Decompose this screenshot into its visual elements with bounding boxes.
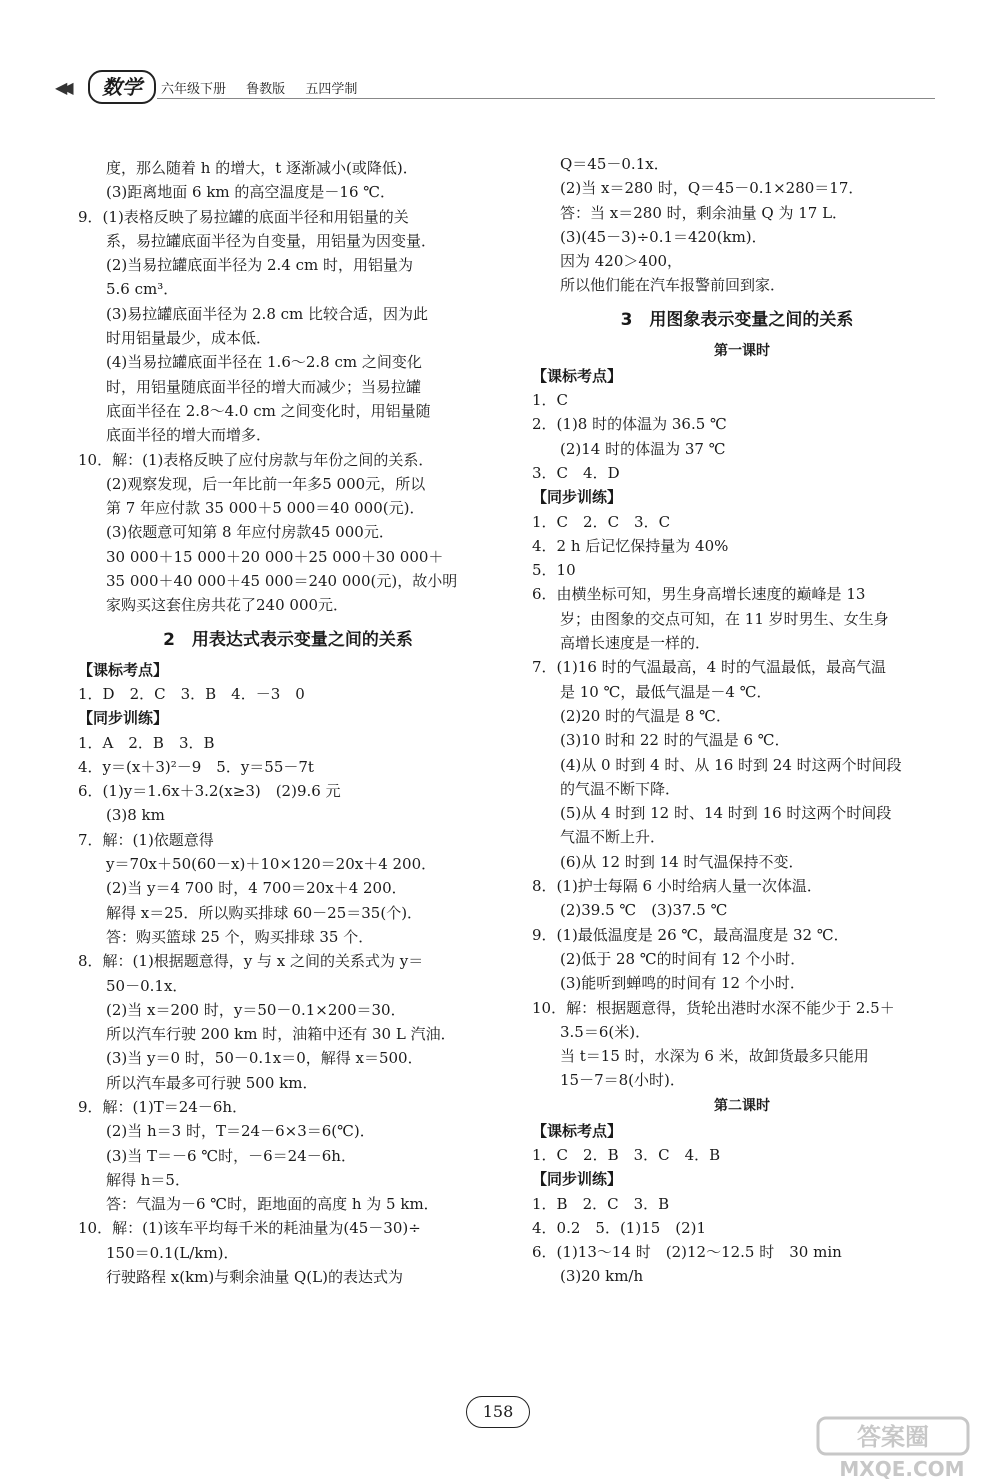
left-answer-line: 底面半径的增大而增多． — [106, 426, 272, 445]
left-section-heading: 2 用表达式表示变量之间的关系 — [163, 629, 413, 650]
right-answer-line: 4．2 h 后记忆保持量为 40% — [532, 536, 729, 555]
left-answer-line: (3)依题意可知第 8 年应付房款45 000元． — [106, 523, 394, 542]
left-answer-line: 30 000＋15 000＋20 000＋25 000＋30 000＋ — [106, 547, 444, 566]
right-answer-line: 的气温不断下降． — [560, 779, 681, 798]
right-answer-line: 1．B 2．C 3．B — [532, 1194, 670, 1213]
right-bracket-label: 【同步训练】 — [532, 1170, 623, 1189]
right-answer-line: (3)20 km/h — [560, 1267, 644, 1286]
left-answer-line: 10．解：(1)表格反映了应付房款与年份之间的关系． — [78, 450, 434, 469]
left-answer-line: 50－0.1x． — [106, 976, 188, 995]
right-answer-line: 是 10 ℃，最低气温是－4 ℃． — [560, 682, 772, 701]
left-bracket-label: 【同步训练】 — [78, 709, 169, 728]
right-answer-line: 答：当 x＝280 时，剩余油量 Q 为 17 L． — [560, 203, 848, 222]
left-answer-line: 所以汽车行驶 200 km 时，油箱中还有 30 L 汽油． — [106, 1025, 456, 1044]
right-answer-line: (6)从 12 时到 14 时气温保持不变． — [560, 852, 804, 871]
left-answer-line: 解得 h＝5． — [106, 1170, 190, 1189]
left-answer-line: 7．解：(1)依题意得 — [78, 830, 214, 849]
left-answer-line: (2)观察发现，后一年比前一年多5 000元，所以 — [106, 474, 426, 493]
left-answer-line: 9．解：(1)T＝24－6h． — [78, 1097, 248, 1116]
right-answer-line: 10．解：根据题意得，货轮出港时水深不能少于 2.5＋ — [532, 998, 895, 1017]
right-answer-line: (3)10 时和 22 时的气温是 6 ℃． — [560, 731, 790, 750]
header-rule — [157, 98, 935, 99]
left-answer-line: 9．(1)表格反映了易拉罐的底面半径和用铝量的关 — [78, 207, 409, 226]
left-answer-line: (2)当 x＝200 时，y＝50－0.1×200＝30． — [106, 1000, 406, 1019]
right-answer-line: 6．(1)13～14 时 (2)12～12.5 时 30 min — [532, 1243, 842, 1262]
watermark-logo — [812, 1414, 992, 1482]
left-answer-line: (3)8 km — [106, 806, 165, 825]
left-answer-line: 5.6 cm³． — [106, 280, 179, 299]
right-answer-line: 1．C 2．C 3．C — [532, 512, 671, 531]
left-answer-line: 答：气温为－6 ℃时，距地面的高度 h 为 5 km． — [106, 1195, 439, 1214]
right-answer-line: 高增长速度是一样的． — [560, 634, 711, 653]
left-answer-line: 底面半径在 2.8～4.0 cm 之间变化时，用铝量随 — [106, 401, 431, 420]
right-answer-line: 5．10 — [532, 561, 576, 580]
right-answer-line: 所以他们能在汽车报警前回到家． — [560, 276, 786, 295]
right-answer-line: (2)20 时的气温是 8 ℃． — [560, 706, 731, 725]
left-answer-line: 第 7 年应付款 35 000＋5 000＝40 000(元)． — [106, 499, 425, 518]
left-answer-line: (2)当 h＝3 时，T＝24－6×3＝6(℃)． — [106, 1122, 375, 1141]
right-answer-line: 8．(1)护士每隔 6 小时给病人量一次体温． — [532, 877, 822, 896]
left-answer-line: 时，用铝量随底面半径的增大而减少；当易拉罐 — [106, 377, 422, 396]
left-answer-line: (2)当 y＝4 700 时，4 700＝20x＋4 200． — [106, 879, 407, 898]
left-answer-line: y＝70x＋50(60－x)＋10×120＝20x＋4 200． — [106, 855, 437, 874]
page-header — [55, 66, 935, 106]
right-lesson-heading: 第一课时 — [714, 342, 770, 359]
right-answer-line: (2)当 x＝280 时，Q＝45－0.1×280＝17． — [560, 179, 864, 198]
left-answer-line: 解得 x＝25．所以购买排球 60－25＝35(个)． — [106, 903, 423, 922]
right-bracket-label: 【课标考点】 — [532, 366, 623, 385]
right-answer-line: (3)(45－3)÷0.1＝420(km)． — [560, 227, 767, 246]
right-answer-line: 2．(1)8 时的体温为 36.5 ℃ — [532, 415, 727, 434]
subject-badge: 数学 — [88, 70, 156, 104]
left-answer-line: (3)距离地面 6 km 的高空温度是－16 ℃． — [106, 183, 396, 202]
left-column — [78, 156, 508, 1289]
grade-label: 六年级下册 — [161, 82, 227, 97]
right-answer-line: (2)39.5 ℃ (3)37.5 ℃ — [560, 901, 728, 920]
right-answer-line: 1．C — [532, 391, 569, 410]
right-answer-line: 因为 420＞400， — [560, 252, 683, 271]
left-answer-line: (3)易拉罐底面半径为 2.8 cm 比较合适，因为此 — [106, 304, 429, 323]
left-bracket-label: 【课标考点】 — [78, 660, 169, 679]
left-answer-line: 所以汽车最多可行驶 500 km． — [106, 1073, 318, 1092]
left-answer-line: 1．A 2．B 3．B — [78, 733, 215, 752]
right-answer-line: (3)能听到蝉鸣的时间有 12 个小时． — [560, 974, 805, 993]
left-answer-line: 10．解：(1)该车平均每千米的耗油量为(45－30)÷ — [78, 1219, 421, 1238]
arrow-decoration-icon: ◀◀ — [55, 78, 68, 97]
right-bracket-label: 【同步训练】 — [532, 488, 623, 507]
right-answer-line: 3．C 4．D — [532, 463, 620, 482]
right-section-heading: 3 用图象表示变量之间的关系 — [620, 309, 854, 330]
left-answer-line: (2)当易拉罐底面半径为 2.4 cm 时，用铝量为 — [106, 256, 414, 275]
right-answer-line: 3.5＝6(米)． — [560, 1022, 651, 1041]
left-answer-line: 6．(1)y＝1.6x＋3.2(x≥3) (2)9.6 元 — [78, 782, 341, 801]
left-answer-line: (3)当 T＝－6 ℃时，－6＝24－6h． — [106, 1146, 356, 1165]
left-answer-line: (3)当 y＝0 时，50－0.1x＝0，解得 x＝500． — [106, 1049, 423, 1068]
system-label: 五四学制 — [305, 82, 358, 97]
right-answer-line: (2)14 时的体温为 37 ℃ — [560, 439, 726, 458]
right-answer-line: 15－7＝8(小时)． — [560, 1071, 685, 1090]
page-number: 158 — [466, 1396, 530, 1428]
left-answer-line: 35 000＋40 000＋45 000＝240 000(元)，故小明 — [106, 572, 458, 591]
watermark-label: 答案圈 — [857, 1423, 929, 1451]
left-answer-line: 1．D 2．C 3．B 4．－3 0 — [78, 684, 305, 703]
right-answer-line: 4．0.2 5．(1)15 (2)1 — [532, 1218, 707, 1237]
left-answer-line: 8．解：(1)根据题意得，y 与 x 之间的关系式为 y＝ — [78, 952, 424, 971]
left-answer-line: 系，易拉罐底面半径为自变量，用铝量为因变量． — [106, 231, 437, 250]
right-answer-line: 6．由横坐标可知，男生身高增长速度的巅峰是 13 — [532, 585, 866, 604]
left-answer-line: 家购买这套住房共花了240 000元． — [106, 596, 349, 615]
right-answer-line: 气温不断上升． — [560, 828, 666, 847]
left-answer-line: 答：购买篮球 25 个，购买排球 35 个． — [106, 927, 374, 946]
right-lesson-heading: 第二课时 — [714, 1097, 770, 1114]
right-answer-line: 当 t＝15 时，水深为 6 米，故卸货最多只能用 — [560, 1047, 869, 1066]
right-answer-line: (2)低于 28 ℃的时间有 12 个小时． — [560, 949, 806, 968]
watermark-domain: MXQE.COM — [839, 1457, 965, 1481]
right-column — [532, 152, 952, 1289]
right-answer-line: Q＝45－0.1x． — [560, 155, 669, 173]
left-answer-line: 4．y＝(x＋3)²－9 5．y＝55－7t — [78, 757, 314, 776]
right-answer-line: 岁；由图象的交点可知，在 11 岁时男生、女生身 — [560, 609, 889, 628]
edition-label: 鲁教版 — [246, 82, 286, 97]
left-answer-line: 150＝0.1(L/km)． — [106, 1243, 239, 1262]
right-answer-line: (4)从 0 时到 4 时、从 16 时到 24 时这两个时间段 — [560, 755, 902, 774]
right-answer-line: 1．C 2．B 3．C 4．B — [532, 1145, 721, 1164]
right-answer-line: 7．(1)16 时的气温最高，4 时的气温最低，最高气温 — [532, 658, 886, 677]
left-answer-line: (4)当易拉罐底面半径在 1.6～2.8 cm 之间变化 — [106, 353, 422, 372]
right-bracket-label: 【课标考点】 — [532, 1121, 623, 1140]
left-answer-line: 时用铝量最少，成本低． — [106, 329, 272, 348]
book-meta — [161, 78, 373, 97]
right-answer-line: (5)从 4 时到 12 时、14 时到 16 时这两个时间段 — [560, 804, 892, 823]
left-answer-line: 度，那么随着 h 的增大，t 逐渐减小(或降低)． — [106, 159, 418, 177]
right-answer-line: 9．(1)最低温度是 26 ℃，最高温度是 32 ℃． — [532, 925, 849, 944]
left-answer-line: 行驶路程 x(km)与剩余油量 Q(L)的表达式为 — [106, 1268, 403, 1287]
